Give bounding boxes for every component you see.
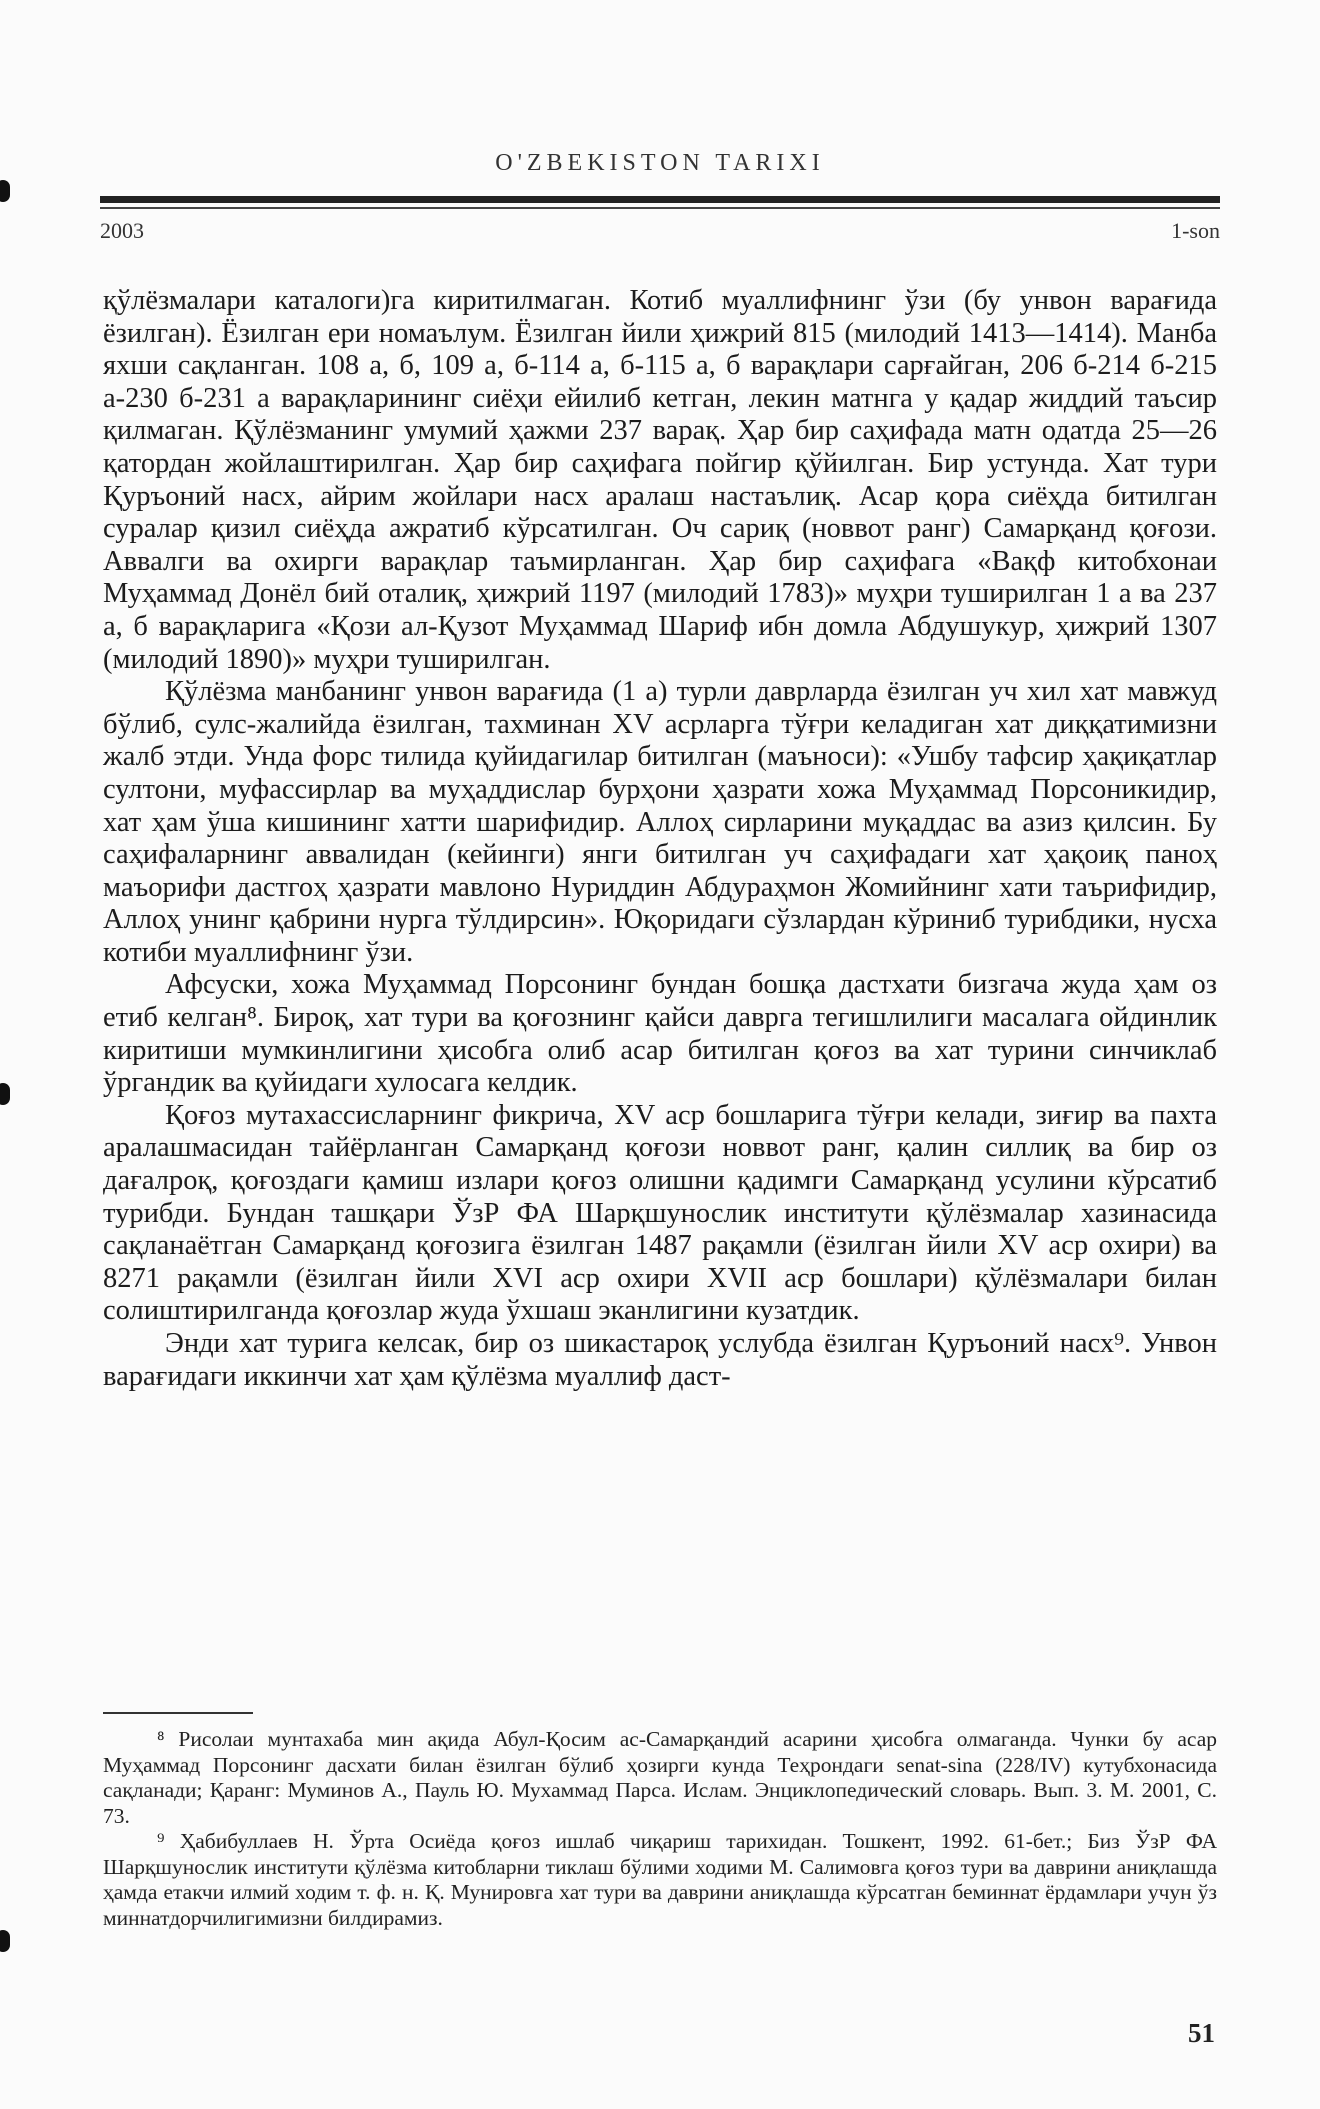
journal-title: O'ZBEKISTON TARIXI	[495, 150, 825, 176]
header-rule-thick	[100, 196, 1220, 203]
binder-hole	[0, 180, 10, 202]
header-year: 2003	[100, 218, 144, 243]
footnotes	[103, 1727, 1217, 1931]
footnote: ⁹ Ҳабибуллаев Н. Ўрта Осиёда қоғоз ишлаб чиқариш тарихидан. Тошкент, 1992. 61-бет.; Биз ЎзР ФА Шарқшунослик институти қўлёзма китобларни тиклаш бўлими ходими М. Салимовга қоғоз тури ва даврини аниқлашда ҳамда етакчи илмий ходим т. ф. н. Қ. Мунировга хат тури ва даврини аниқлашда кўрсатган беминнат ёрдамлари учун ўз миннатдорчилигимизни билдирамиз.	[103, 1829, 1217, 1930]
paragraph: қўлёзмалари каталоги)га киритилмаган. Котиб муаллифнинг ўзи (бу унвон варағида ёзилган). Ёзилган ери номаълум. Ёзилган йили ҳижрий 815 (милодий 1413—1414). Манба яхши сақланган. 108 а, б, 109 а, б-114 а, б-115 а, б варақлари сарғайган, 206 б-214 б-215 а-230 б-231 а варақларининг сиёҳи ейилиб кетган, лекин матнга у қадар жиддий таъсир қилмаган. Қўлёзманинг умумий ҳажми 237 варақ. Ҳар бир саҳифада матн одатда 25—26 қатордан жойлаштирилган. Ҳар бир саҳифага пойгир қўйилган. Бир устунда. Хат тури Қуръоний насх, айрим жойлари насх аралаш настаълиқ. Асар қора сиёҳда битилган суралар қизил сиёҳда ажратиб кўрсатилган. Оч сариқ (новвот ранг) Самарқанд қоғози. Аввалги ва охирги варақлар таъмирланган. Ҳар бир саҳифага «Вақф китобхонаи Муҳаммад Донёл бий оталиқ, ҳижрий 1197 (милодий 1783)» муҳри туширилган 1 а ва 237 а, б варақларига «Қози ал-Қузот Муҳаммад Шариф ибн домла Абдушукур, ҳижрий 1307 (милодий 1890)» муҳри туширилган.	[103, 285, 1217, 675]
header-rule-thin	[100, 207, 1220, 209]
paragraph: Қоғоз мутахассисларнинг фикрича, XV аср бошларига тўғри келади, зиғир ва пахта аралашмасидан тайёрланган Самарқанд қоғози новвот ранг, қалин силлиқ ва бир оз дағалроқ, қоғоздаги қамиш излари қоғоз олишни қадимги Самарқанд усулини кўрсатиб турибди. Бундан ташқари ЎзР ФА Шарқшунослик институти қўлёзмалар хазинасида сақланаётган Самарқанд қоғозига ёзилган 1487 рақамли (ёзилган йили XV аср охири) ва 8271 рақамли (ёзилган йили XVI аср охири XVII аср бошлари) қўлёзмалари билан солиштирилганда қоғозлар жуда ўхшаш эканлигини кузатдик.	[103, 1099, 1217, 1327]
header-issue: 1-son	[1171, 218, 1220, 243]
body-text	[103, 285, 1217, 1393]
binder-hole	[0, 1930, 10, 1952]
paragraph: Қўлёзма манбанинг унвон варағида (1 а) турли даврларда ёзилган уч хил хат мавжуд бўлиб, сулс-жалийда ёзилган, тахминан XV асрларга тўғри келадиган хат диққатимизни жалб этди. Унда форс тилида қуйидагилар битилган (маъноси): «Ушбу тафсир ҳақиқатлар султони, муфассирлар ва муҳаддислар бурҳони ҳазрати хожа Муҳаммад Порсоникидир, хат ҳам ўша кишининг хатти шарифидир. Аллоҳ сирларини муқаддас ва азиз қилсин. Бу саҳифаларнинг аввалидан (кейинги) янги битилган уч саҳифадаги хат ҳақоиқ паноҳ маъорифи дастгоҳ ҳазрати мавлоно Нуриддин Абдураҳмон Жомийнинг хати таърифидир, Аллоҳ унинг қабрини нурга тўлдирсин». Юқоридаги сўзлардан кўриниб турибдики, нусха котиби муаллифнинг ўзи.	[103, 676, 1217, 968]
page-number: 51	[1188, 2018, 1215, 2048]
paragraph: Афсуски, хожа Муҳаммад Порсонинг бундан бошқа дастхати бизгача жуда ҳам оз етиб келган⁸. Бироқ, хат тури ва қоғознинг қайси даврга тегишлилиги масалага ойдинлик киритиши мумкинлигини ҳисобга олиб асар битилган қоғоз ва хат турини синчиклаб ўргандик ва қуйидаги хулосага келдик.	[103, 969, 1217, 1099]
binder-hole	[0, 1083, 10, 1105]
paragraph: Энди хат турига келсак, бир оз шикастароқ услубда ёзилган Қуръоний насх⁹. Унвон варағидаги иккинчи хат ҳам қўлёзма муаллиф даст-	[103, 1328, 1217, 1392]
footnote: ⁸ Рисолаи мунтахаба мин ақида Абул-Қосим ас-Самарқандий асарини ҳисобга олмаганда. Чунки бу асар Муҳаммад Порсонинг дасхати билан ёзилган бўлиб ҳозирги кунда Теҳрондаги senat-sina (228/IV) кутубхонасида сақланади; Қаранг: Муминов А., Пауль Ю. Мухаммад Парса. Ислам. Энциклопедический словарь. Вып. 3. М. 2001, С. 73.	[103, 1727, 1217, 1828]
footnote-rule	[103, 1712, 253, 1714]
